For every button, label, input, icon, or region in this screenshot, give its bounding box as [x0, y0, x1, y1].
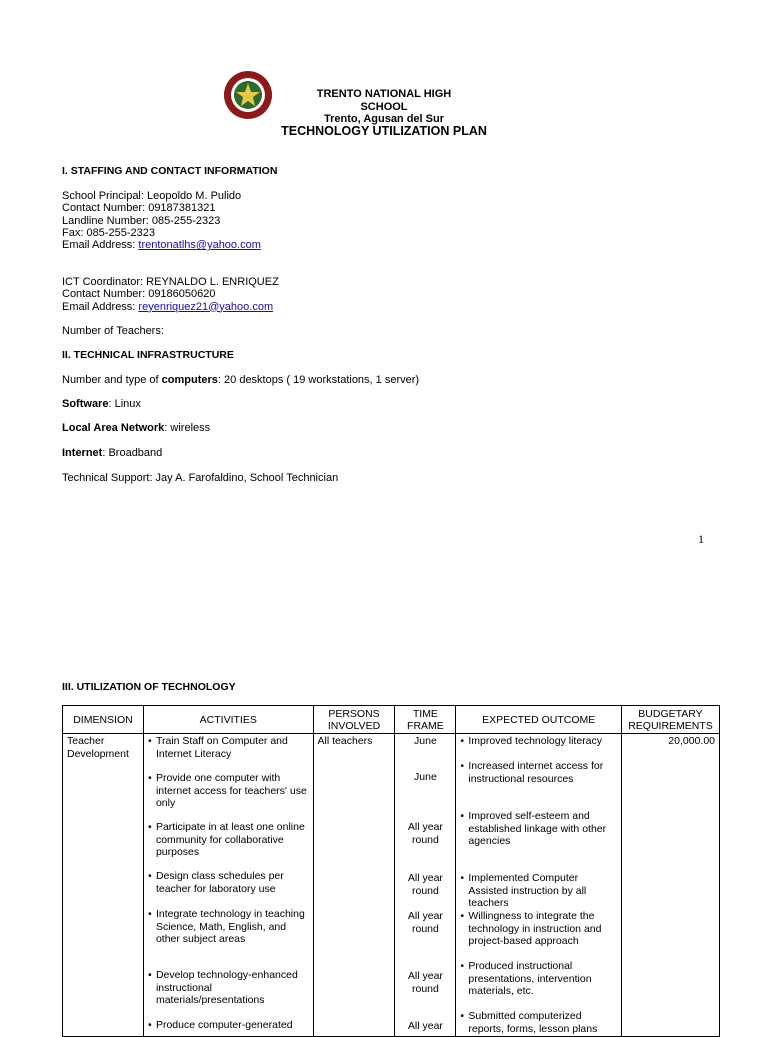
time-frame-item: All year round — [407, 970, 443, 995]
school-header — [292, 88, 476, 126]
dimension-cell — [63, 734, 144, 1037]
header-persons-involved: PERSONS INVOLVED — [313, 706, 395, 734]
plan-title: TECHNOLOGY UTILIZATION PLAN — [281, 124, 487, 138]
table-header-row — [63, 706, 720, 734]
section-2-title: II. TECHNICAL INFRASTRUCTURE — [62, 349, 234, 361]
internet-label: Internet — [62, 447, 103, 459]
outcome-item: • Submitted computerized reports, forms, lesson plans — [468, 1010, 617, 1035]
time-frame-item: All year — [407, 1020, 443, 1032]
number-of-teachers: Number of Teachers: — [62, 325, 164, 337]
computers-line — [62, 374, 419, 386]
outcome-item: • Increased internet access for instructional resources — [468, 760, 617, 785]
fax-number: Fax: 085-255-2323 — [62, 226, 155, 239]
ict-email-label: Email Address: — [62, 300, 139, 313]
ict-email-line — [62, 301, 279, 313]
email-label: Email Address: — [62, 239, 139, 252]
contact-block — [62, 190, 261, 251]
computers-prefix: Number and type of — [62, 374, 162, 386]
header-budgetary-requirements: BUDGETARY REQUIREMENTS — [621, 706, 719, 734]
activity-item: • Produce computer-generated — [156, 1019, 293, 1032]
utilization-table — [62, 705, 720, 1037]
lan-label: Local Area Network — [62, 422, 165, 434]
principal: School Principal: Leopoldo M. Pulido — [62, 190, 242, 202]
budget-value: 20,000.00 — [668, 735, 715, 747]
table-row — [63, 734, 720, 1037]
header-activities: ACTIVITIES — [143, 706, 313, 734]
persons-value: All teachers — [317, 735, 373, 747]
activity-item: • Participate in at least one online community for collaborative purposes — [156, 821, 309, 859]
outcome-item: • Improved technology literacy — [468, 735, 602, 748]
technical-support: Technical Support: Jay A. Farofaldino, School Technician — [62, 472, 339, 484]
software-value: : Linux — [108, 398, 141, 410]
internet-line — [62, 447, 162, 459]
software-label: Software — [62, 398, 109, 410]
computers-value: : 20 desktops ( 19 workstations, 1 server) — [217, 374, 420, 386]
school-seal-logo — [222, 70, 274, 120]
computers-label: computers — [161, 374, 218, 386]
email-link[interactable]: trentonatlhs@yahoo.com — [138, 239, 261, 252]
time-frame-item: All year round — [407, 821, 443, 846]
contact-number: Contact Number: 09187381321 — [62, 202, 216, 215]
header-dimension: DIMENSION — [63, 706, 144, 734]
ict-block — [62, 276, 279, 313]
budget-cell — [621, 734, 719, 1037]
section-1-title: I. STAFFING AND CONTACT INFORMATION — [62, 165, 278, 177]
ict-coordinator: ICT Coordinator: REYNALDO L. ENRIQUEZ — [62, 276, 279, 288]
ict-email-link[interactable]: reyenriquez21@yahoo.com — [138, 300, 274, 313]
lan-line — [62, 422, 210, 434]
activity-item: • Provide one computer with internet access for teachers' use only — [156, 772, 309, 810]
school-location: Trento, Agusan del Sur — [324, 113, 444, 125]
outcome-item: • Willingness to integrate the technology in instruction and project-based approach — [468, 910, 617, 948]
internet-value: : Broadband — [102, 447, 163, 459]
time-frame-cell — [395, 734, 456, 1037]
landline-number: Landline Number: 085-255-2323 — [62, 214, 221, 227]
outcome-item: • Improved self-esteem and established linkage with other agencies — [468, 810, 617, 848]
dimension-value: Teacher Development — [67, 735, 129, 760]
activities-cell — [143, 734, 313, 1037]
time-frame-item: All year round — [407, 910, 443, 935]
outcome-item: • Implemented Computer Assisted instruction by all teachers — [468, 872, 617, 910]
ict-contact-number: Contact Number: 09186050620 — [62, 288, 216, 301]
header-expected-outcome: EXPECTED OUTCOME — [456, 706, 622, 734]
activity-item: • Design class schedules per teacher for laboratory use — [156, 870, 309, 895]
persons-cell — [313, 734, 395, 1037]
email-line — [62, 239, 261, 251]
time-frame-item: All year round — [407, 872, 443, 897]
outcome-cell — [456, 734, 622, 1037]
section-3-title: III. UTILIZATION OF TECHNOLOGY — [62, 681, 236, 693]
lan-value: : wireless — [164, 422, 211, 434]
activity-item: • Train Staff on Computer and Internet Literacy — [156, 735, 309, 760]
software-line — [62, 398, 141, 410]
header-time-frame: TIME FRAME — [395, 706, 456, 734]
activity-item: • Develop technology-enhanced instructional materials/presentations — [156, 969, 309, 1007]
outcome-item: • Produced instructional presentations, intervention materials, etc. — [468, 960, 617, 998]
school-name: TRENTO NATIONAL HIGH SCHOOL — [316, 88, 452, 113]
time-frame-item: June — [414, 735, 437, 747]
activity-item: • Integrate technology in teaching Science, Math, English, and other subject areas — [156, 908, 309, 946]
page-number: 1 — [698, 532, 704, 546]
time-frame-item: June — [414, 771, 437, 783]
